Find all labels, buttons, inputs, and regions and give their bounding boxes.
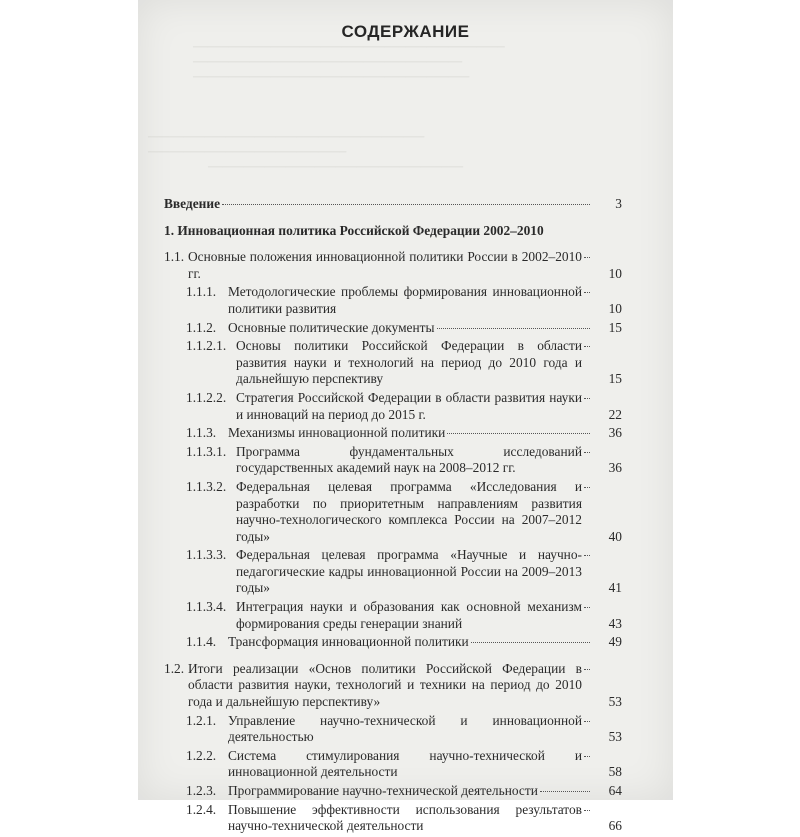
toc-page-number: 36: [608, 425, 622, 441]
leader-dots: [222, 204, 590, 205]
toc-entry-number: 1.1.3.1.: [186, 443, 227, 459]
toc-entry[interactable]: [164, 284, 622, 317]
toc-page-number: 15: [608, 319, 622, 335]
leader-dots: [584, 398, 590, 399]
toc-entry-title: Методологические проблемы формирования инновационной политики развития: [228, 284, 582, 316]
toc-entry[interactable]: [164, 320, 622, 337]
toc-entry[interactable]: [164, 634, 622, 651]
leader-dots: [471, 642, 590, 643]
leader-dots: [584, 756, 590, 757]
toc-entry[interactable]: [164, 783, 622, 800]
toc-entry-title: Интеграция науки и образования как основной механизм формирования среды генерации знаний: [236, 599, 582, 631]
toc-page-number: 58: [608, 764, 622, 780]
toc-entry[interactable]: [164, 748, 622, 781]
toc-entry[interactable]: [164, 599, 622, 632]
toc-entry[interactable]: [164, 390, 622, 423]
toc-entry-number: 1.2.4.: [186, 801, 217, 817]
toc-entry-number: 1.1.3.: [186, 425, 217, 441]
page-title: СОДЕРЖАНИЕ: [341, 22, 470, 41]
toc-entry[interactable]: [164, 425, 622, 442]
leader-dots: [584, 292, 590, 293]
toc-entry-title: Управление научно-технической и инновационной деятельностью: [228, 712, 582, 745]
toc-entry-number: 1.2.3.: [186, 783, 217, 798]
toc-page-number: 3: [615, 196, 622, 211]
toc-entry-number: 1.2.2.: [186, 747, 217, 763]
toc-page-number: 36: [608, 460, 622, 476]
toc-entry-title: Повышение эффективности использования результатов научно-технической деятельности: [228, 801, 582, 834]
toc-entry[interactable]: [164, 249, 622, 282]
leader-dots: [584, 721, 590, 722]
toc-entry-title: Трансформация инновационной политики: [228, 634, 469, 650]
toc-entry-title: Федеральная целевая программа «Исследования и разработки по приоритетным направлениям развития научно-технологического комплекса России на 2007–2012 годы»: [236, 478, 582, 544]
toc-entry-title: Введение: [164, 196, 221, 211]
toc-entry-title: Основные политические документы: [228, 319, 435, 335]
leader-dots: [437, 328, 591, 329]
toc-entry-number: 1.1.3.3.: [186, 547, 227, 563]
bleed-through-text: ─────────────────────────────────────── ────────────────────────────: [148, 132, 425, 158]
toc-page-number: 64: [608, 783, 622, 798]
bleed-through-text: ────────────────────────────────────: [208, 162, 464, 173]
leader-dots: [584, 555, 590, 556]
toc-page-number: 53: [608, 729, 622, 745]
leader-dots: [584, 669, 590, 670]
toc-entry-title: Программа фундаментальных исследований государственных академий наук на 2008–2012 гг.: [236, 443, 582, 476]
toc-page-number: 53: [608, 694, 622, 710]
toc-page-number: 10: [608, 300, 622, 316]
book-page: [138, 0, 673, 834]
toc-entry-title: Основные положения инновационной политики России в 2002–2010 гг.: [188, 249, 582, 281]
leader-dots: [584, 607, 590, 608]
toc-entry-number: 1.1.4.: [186, 634, 217, 650]
toc-entry-number: 1.1.: [164, 249, 185, 265]
leader-dots: [584, 452, 590, 453]
toc-entry-title: Система стимулирования научно-технической и инновационной деятельности: [228, 747, 582, 780]
toc-entry[interactable]: [164, 444, 622, 477]
leader-dots: [447, 433, 590, 434]
toc-entry-number: 1.1.2.: [186, 319, 217, 335]
toc-page-number: 41: [608, 580, 622, 596]
table-of-contents: [164, 196, 622, 837]
toc-entry[interactable]: [164, 661, 622, 711]
toc-page-number: 43: [608, 615, 622, 631]
toc-entry-title: Итоги реализации «Основ политики Российской Федерации в области развития науки, технологий и техники на период до 2010 года и дальнейшую перспективу»: [188, 660, 582, 710]
toc-entry-number: 1.1.3.4.: [186, 599, 227, 615]
leader-dots: [540, 791, 590, 792]
toc-entry[interactable]: [164, 338, 622, 388]
leader-dots: [584, 346, 590, 347]
toc-entry[interactable]: [164, 479, 622, 545]
toc-entry[interactable]: [164, 547, 622, 597]
toc-page-number: 40: [608, 528, 622, 544]
toc-page-number: 22: [608, 406, 622, 422]
toc-entry-title: Основы политики Российской Федерации в области развития науки и технологий на период до 2010 года и дальнейшую перспективу: [236, 338, 582, 387]
toc-entry-number: 1.1.3.2.: [186, 478, 227, 494]
toc-entry[interactable]: [164, 802, 622, 835]
toc-entry-title: Программирование научно-технической деятельности: [228, 783, 538, 798]
toc-entry[interactable]: [164, 223, 622, 240]
toc-page-number: 49: [608, 634, 622, 650]
toc-entry-title: Федеральная целевая программа «Научные и научно-педагогические кадры инновационной России на 2009–2013 годы»: [236, 547, 582, 596]
toc-entry-number: 1.2.: [164, 660, 185, 676]
toc-entry-number: 1.1.1.: [186, 284, 217, 300]
toc-entry[interactable]: [164, 713, 622, 746]
leader-dots: [584, 810, 590, 811]
toc-entry-title: 1. Инновационная политика Российской Федерации 2002–2010: [164, 222, 544, 238]
toc-entry-number: 1.1.2.2.: [186, 389, 227, 405]
toc-entry-title: Механизмы инновационной политики: [228, 425, 446, 441]
bleed-through-text: ──────────────────────────────────────────── ────────────────────────────────────── ───────────────────────────────────────: [193, 42, 505, 83]
toc-entry[interactable]: [164, 196, 622, 213]
toc-entry-title: Стратегия Российской Федерации в области развития науки и инноваций на период до 2015 г.: [236, 389, 582, 422]
toc-page-number: 15: [608, 371, 622, 387]
toc-entry-number: 1.1.2.1.: [186, 338, 227, 354]
leader-dots: [584, 487, 590, 488]
toc-page-number: 66: [608, 818, 622, 834]
toc-page-number: 10: [608, 265, 622, 281]
toc-entry-number: 1.2.1.: [186, 712, 217, 728]
leader-dots: [584, 257, 590, 258]
